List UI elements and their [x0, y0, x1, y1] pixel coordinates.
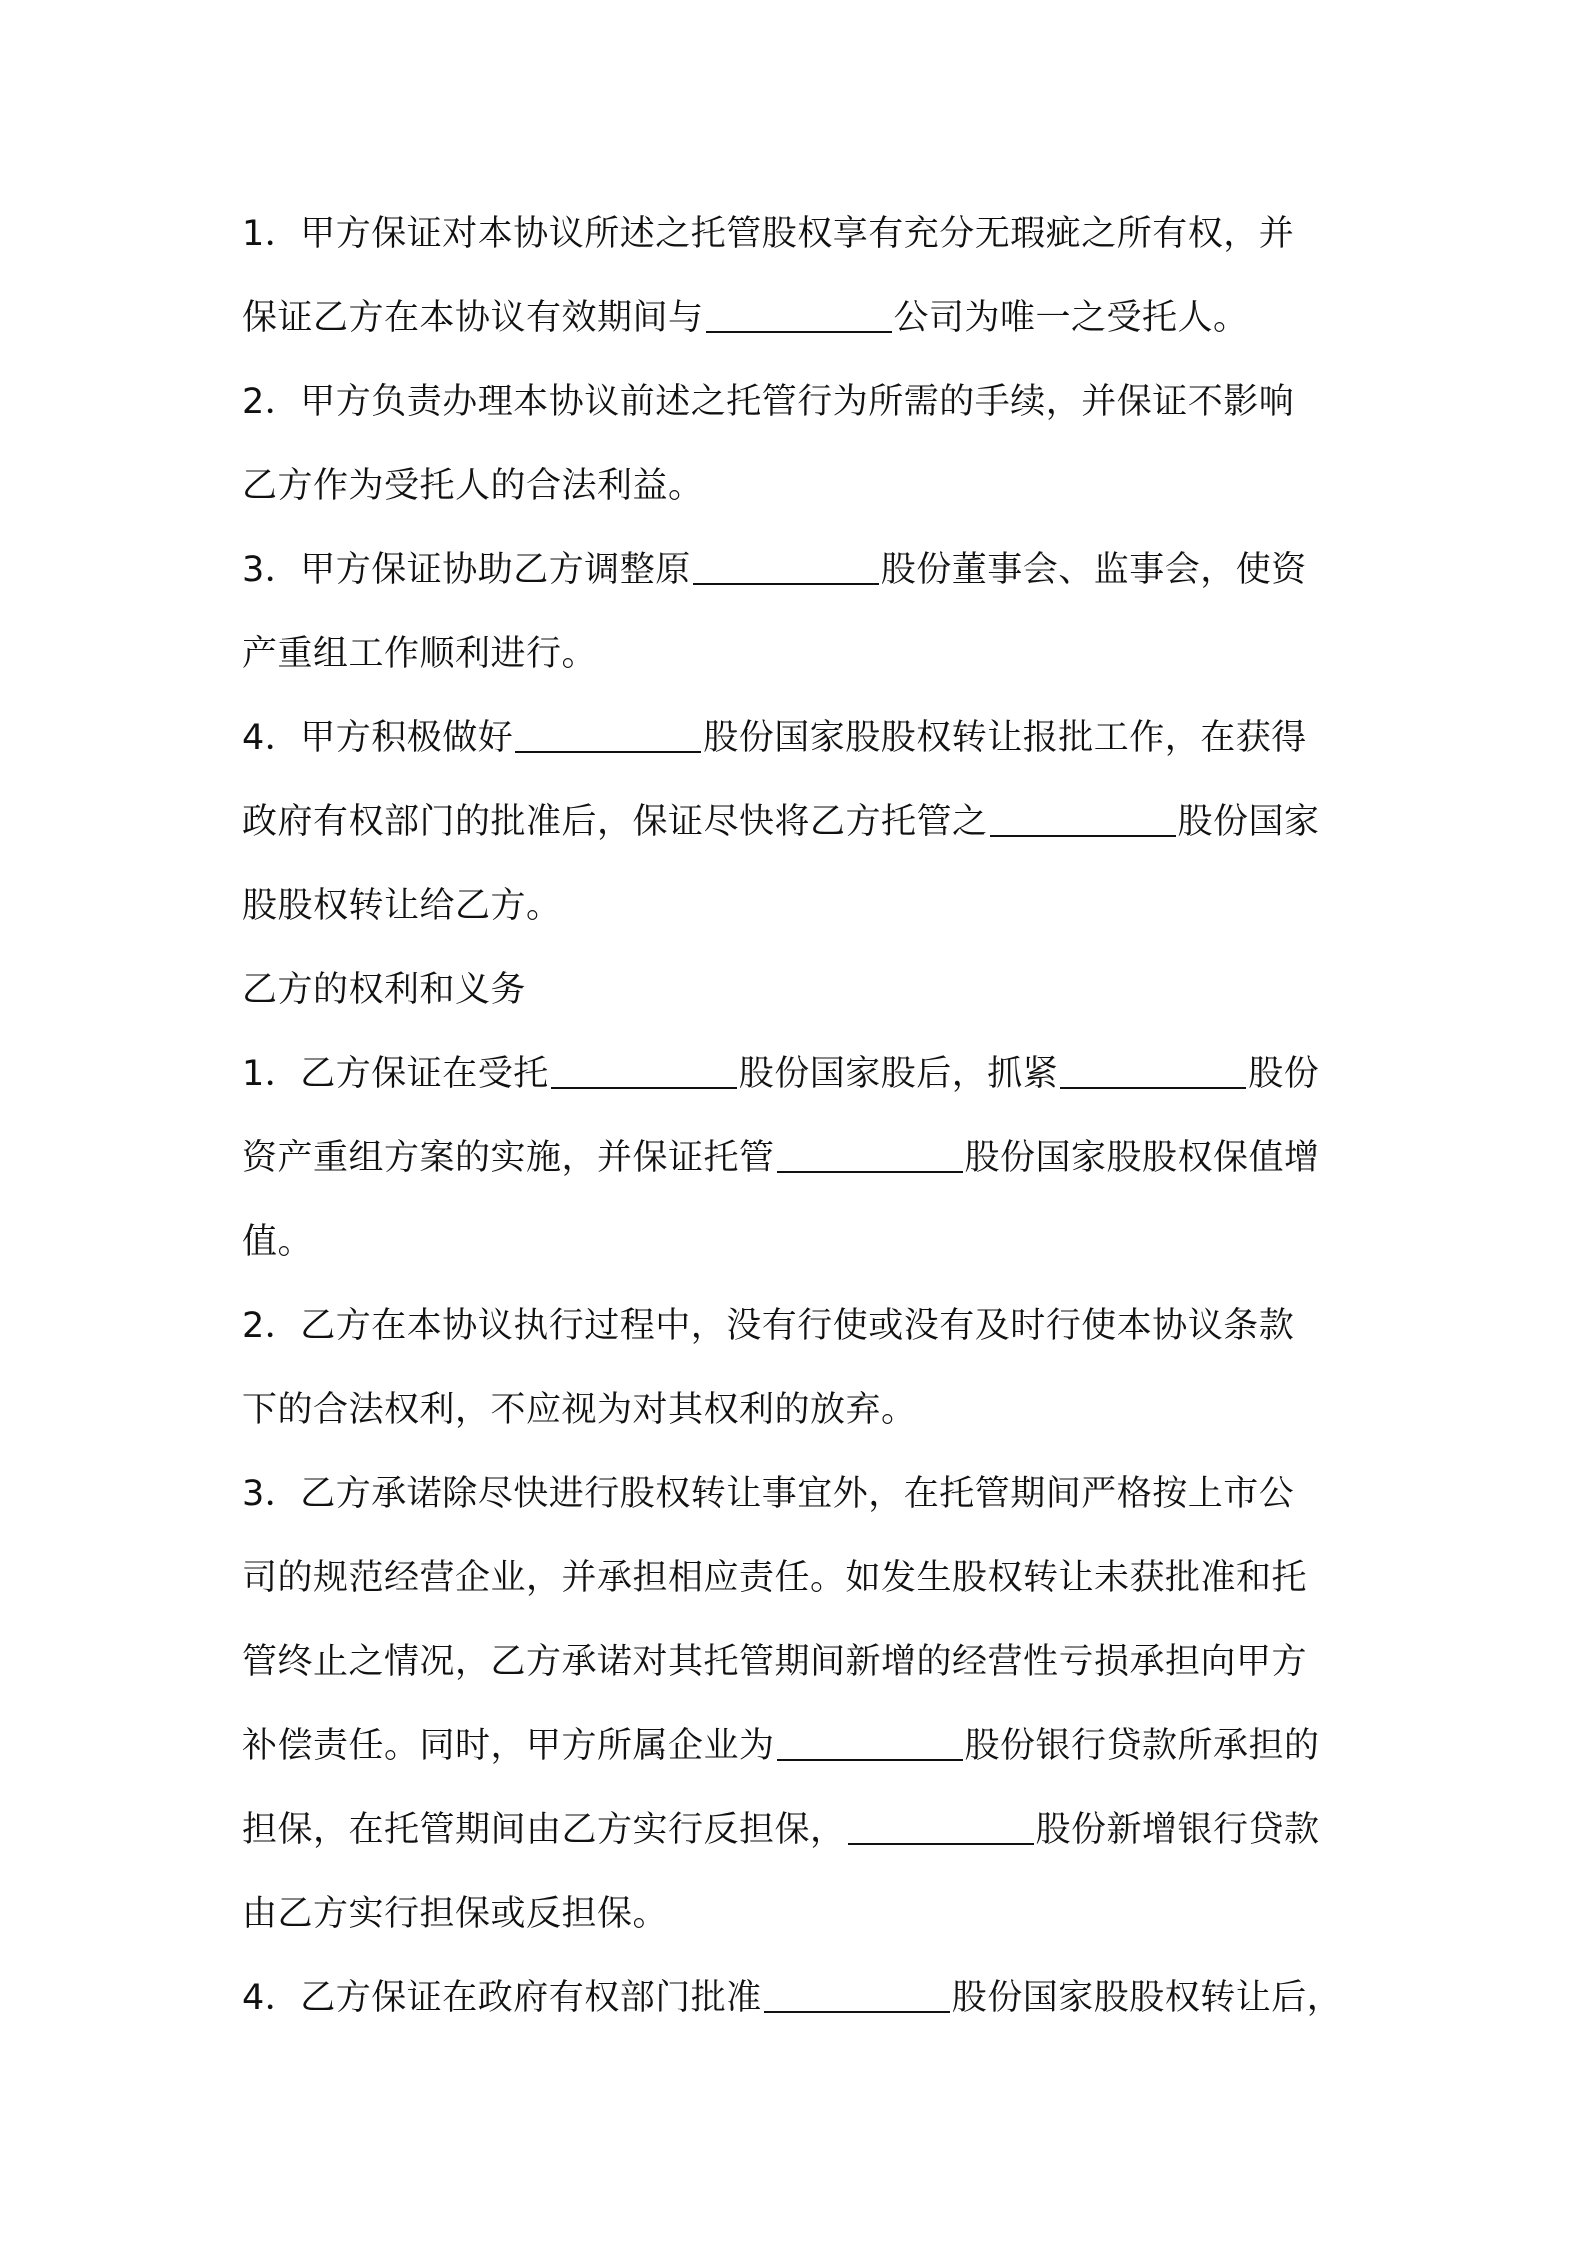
fill-in-blank [848, 1813, 1034, 1845]
text-line [242, 780, 1372, 864]
text-segment: 政府有权部门的批准后，保证尽快将乙方托管之 [242, 802, 988, 842]
text-segment: 股份 [1248, 1054, 1320, 1094]
text-line [242, 1368, 1372, 1452]
text-line [242, 1452, 1372, 1536]
text-segment: 4．乙方保证在政府有权部门批准 [242, 1978, 762, 2018]
text-segment: 2．乙方在本协议执行过程中，没有行使或没有及时行使本协议条款 [242, 1306, 1295, 1346]
text-line [242, 444, 1372, 528]
text-segment: 值。 [242, 1222, 314, 1262]
text-segment: 公司为唯一之受托人。 [893, 298, 1249, 338]
text-segment: 产重组工作顺利进行。 [242, 634, 598, 674]
fill-in-blank [777, 1729, 963, 1761]
text-segment: 补偿责任。同时，甲方所属企业为 [242, 1726, 775, 1766]
text-line [242, 360, 1372, 444]
text-line [242, 1620, 1372, 1704]
text-line [242, 528, 1372, 612]
text-line [242, 276, 1372, 360]
text-segment: 股份国家股股权保值增 [964, 1138, 1320, 1178]
text-segment: 乙方作为受托人的合法利益。 [242, 466, 704, 506]
fill-in-blank [515, 721, 701, 753]
text-segment: 资产重组方案的实施，并保证托管 [242, 1138, 775, 1178]
text-line [242, 612, 1372, 696]
text-segment: 股份国家股股权转让后， [951, 1978, 1343, 2018]
text-segment: 乙方的权利和义务 [242, 970, 527, 1010]
text-segment: 司的规范经营企业，并承担相应责任。如发生股权转让未获批准和托 [242, 1558, 1308, 1598]
text-line [242, 1788, 1372, 1872]
text-segment: 股股权转让给乙方。 [242, 886, 562, 926]
text-segment: 股份国家股后，抓紧 [738, 1054, 1059, 1094]
text-segment: 2．甲方负责办理本协议前述之托管行为所需的手续，并保证不影响 [242, 382, 1295, 422]
text-segment: 下的合法权利，不应视为对其权利的放弃。 [242, 1390, 917, 1430]
text-line [242, 192, 1372, 276]
text-segment: 管终止之情况，乙方承诺对其托管期间新增的经营性亏损承担向甲方 [242, 1642, 1308, 1682]
text-segment: 由乙方实行担保或反担保。 [242, 1894, 669, 1934]
fill-in-blank [551, 1057, 737, 1089]
text-line [242, 1956, 1372, 2040]
text-line [242, 1116, 1372, 1200]
text-segment: 股份银行贷款所承担的 [964, 1726, 1320, 1766]
text-segment: 担保，在托管期间由乙方实行反担保， [242, 1810, 846, 1850]
text-segment: 保证乙方在本协议有效期间与 [242, 298, 704, 338]
fill-in-blank [990, 805, 1176, 837]
text-line [242, 1284, 1372, 1368]
text-segment: 股份新增银行贷款 [1035, 1810, 1320, 1850]
fill-in-blank [706, 301, 892, 333]
text-segment: 3．乙方承诺除尽快进行股权转让事宜外，在托管期间严格按上市公 [242, 1474, 1295, 1514]
text-segment: 股份董事会、监事会，使资 [880, 550, 1307, 590]
text-line [242, 1704, 1372, 1788]
fill-in-blank [693, 553, 879, 585]
text-segment: 4．甲方积极做好 [242, 718, 514, 758]
text-segment: 1．甲方保证对本协议所述之托管股权享有充分无瑕疵之所有权，并 [242, 214, 1295, 254]
text-segment: 1．乙方保证在受托 [242, 1054, 549, 1094]
text-line [242, 1536, 1372, 1620]
document-body [242, 192, 1372, 2040]
text-line [242, 948, 1372, 1032]
text-line [242, 1200, 1372, 1284]
text-segment: 3．甲方保证协助乙方调整原 [242, 550, 691, 590]
text-line [242, 864, 1372, 948]
text-line [242, 1032, 1372, 1116]
fill-in-blank [1060, 1057, 1246, 1089]
fill-in-blank [777, 1141, 963, 1173]
text-line [242, 1872, 1372, 1956]
text-line [242, 696, 1372, 780]
fill-in-blank [764, 1981, 950, 2013]
text-segment: 股份国家 [1177, 802, 1320, 842]
text-segment: 股份国家股股权转让报批工作，在获得 [703, 718, 1307, 758]
